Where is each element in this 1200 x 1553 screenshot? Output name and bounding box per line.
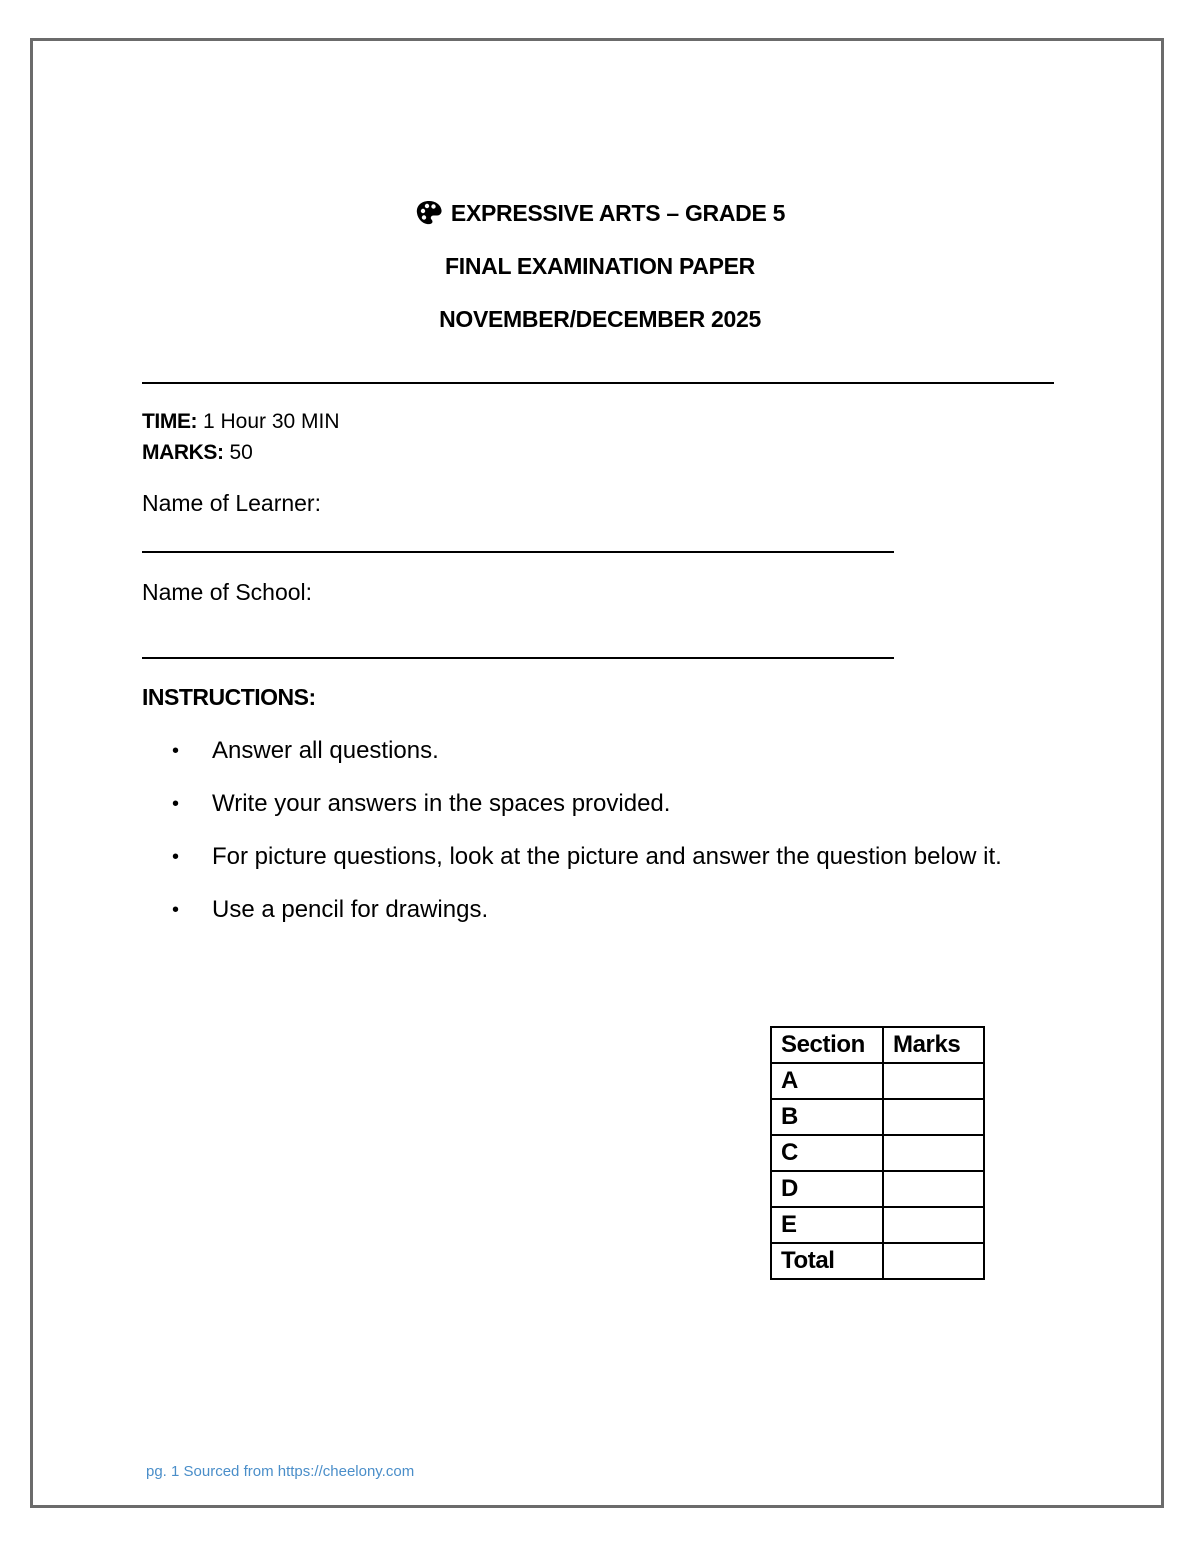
section-cell: Total xyxy=(771,1243,883,1279)
list-item xyxy=(172,839,1032,875)
exam-subtitle: FINAL EXAMINATION PAPER xyxy=(444,253,755,279)
section-cell: D xyxy=(771,1171,883,1207)
bullet-icon: • xyxy=(172,846,180,868)
time-value: 1 Hour 30 MIN xyxy=(203,410,340,433)
instructions-list xyxy=(172,733,1032,945)
instruction-text: Answer all questions. xyxy=(212,737,439,764)
palette-icon xyxy=(415,200,443,226)
table-row xyxy=(771,1063,984,1099)
school-name-label: Name of School: xyxy=(142,579,313,605)
exam-title-text: EXPRESSIVE ARTS – GRADE 5 xyxy=(450,200,786,226)
section-cell: E xyxy=(771,1207,883,1243)
instruction-text: Use a pencil for drawings. xyxy=(212,896,489,923)
bullet-icon: • xyxy=(172,899,180,921)
time-label: TIME: xyxy=(142,410,198,433)
school-name-line[interactable] xyxy=(142,657,894,659)
instruction-text: Write your answers in the spaces provided. xyxy=(212,790,671,817)
marks-cell[interactable] xyxy=(883,1135,984,1171)
page-footer: pg. 1 Sourced from https://cheelony.com xyxy=(146,1463,415,1480)
column-header-marks: Marks xyxy=(883,1027,984,1063)
bullet-icon: • xyxy=(172,740,180,762)
table-header-row xyxy=(771,1027,984,1063)
exam-title xyxy=(0,200,1200,227)
table-row xyxy=(771,1207,984,1243)
list-item xyxy=(172,733,1032,769)
time-info xyxy=(142,410,340,434)
marks-cell[interactable] xyxy=(883,1063,984,1099)
list-item xyxy=(172,892,1032,928)
list-item xyxy=(172,786,1032,822)
marks-cell[interactable] xyxy=(883,1099,984,1135)
table-row xyxy=(771,1243,984,1279)
learner-name-line[interactable] xyxy=(142,551,894,553)
header-divider xyxy=(142,382,1054,384)
marks-cell[interactable] xyxy=(883,1207,984,1243)
marks-cell[interactable] xyxy=(883,1171,984,1207)
bullet-icon: • xyxy=(172,793,180,815)
section-cell: B xyxy=(771,1099,883,1135)
column-header-section: Section xyxy=(771,1027,883,1063)
marks-cell[interactable] xyxy=(883,1243,984,1279)
instruction-text: For picture questions, look at the picture and answer the question below it. xyxy=(212,843,1002,870)
marks-label: MARKS: xyxy=(142,441,224,464)
table-row xyxy=(771,1099,984,1135)
learner-name-label: Name of Learner: xyxy=(142,490,321,516)
exam-session: NOVEMBER/DECEMBER 2025 xyxy=(439,306,761,332)
marks-table xyxy=(770,1026,985,1280)
table-row xyxy=(771,1135,984,1171)
marks-info xyxy=(142,441,253,465)
section-cell: C xyxy=(771,1135,883,1171)
table-row xyxy=(771,1171,984,1207)
instructions-heading: INSTRUCTIONS: xyxy=(142,684,316,710)
section-cell: A xyxy=(771,1063,883,1099)
marks-value: 50 xyxy=(229,441,253,464)
